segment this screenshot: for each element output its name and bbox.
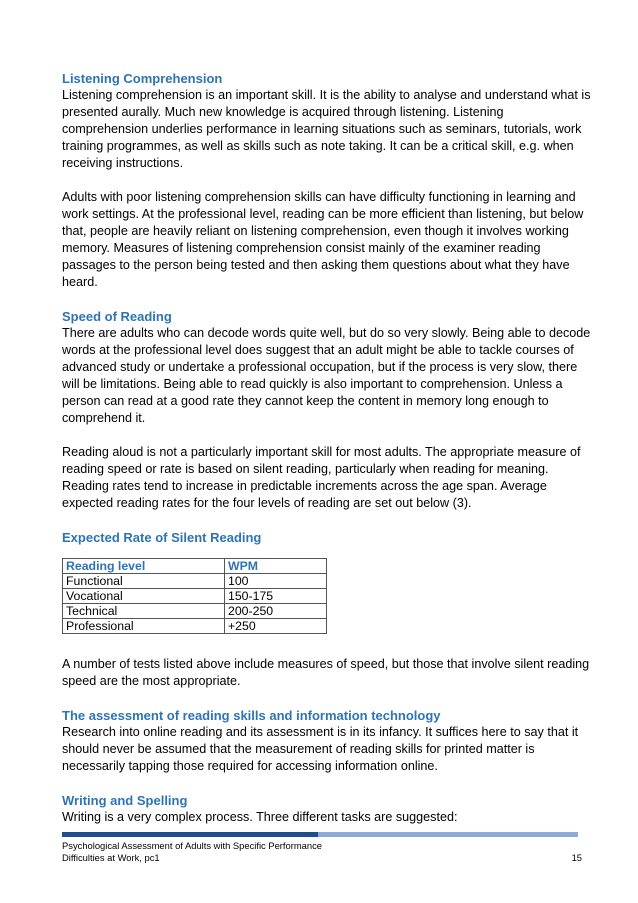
table-row xyxy=(63,604,327,619)
table-header-cell: WPM xyxy=(225,559,327,574)
section-expected-rate xyxy=(62,529,592,690)
section-writing-spelling xyxy=(62,792,592,826)
paragraph-writing-1: Writing is a very complex process. Three different tasks are suggested: xyxy=(62,810,458,824)
table-row xyxy=(63,619,327,634)
table-cell: +250 xyxy=(225,619,327,634)
heading-speed-of-reading: Speed of Reading xyxy=(62,309,172,324)
table-cell: Technical xyxy=(63,604,225,619)
page-number: 15 xyxy=(571,852,582,863)
section-speed-of-reading xyxy=(62,308,592,512)
heading-assessment-it: The assessment of reading skills and information technology xyxy=(62,708,441,723)
table-cell: 150-175 xyxy=(225,589,327,604)
heading-listening-comprehension: Listening Comprehension xyxy=(62,71,223,86)
footer-bar-light xyxy=(318,832,578,837)
heading-writing-spelling: Writing and Spelling xyxy=(62,793,188,808)
footer-line-1: Psychological Assessment of Adults with Specific Performance xyxy=(62,840,323,851)
footer-bar-dark xyxy=(62,832,318,837)
paragraph-expected-1: A number of tests listed above include measures of speed, but those that involve silent reading speed are the most appropriate. xyxy=(62,657,590,688)
table-cell: Vocational xyxy=(63,589,225,604)
paragraph-speed-1: There are adults who can decode words quite well, but do so very slowly. Being able to decode words at the professional level does suggest that an adult might be able to tackle courses of advanced study or undertake a professional occupation, but if the process is very slow, there will be limitations. Being able to read quickly is also important to comprehension. Unless a person can read at a good rate they cannot keep the content in memory long enough to comprehend it. xyxy=(62,326,591,425)
heading-expected-rate: Expected Rate of Silent Reading xyxy=(62,530,262,545)
table-header-row xyxy=(63,559,327,574)
document-body xyxy=(62,70,592,826)
footer-title xyxy=(62,840,322,864)
table-cell: 100 xyxy=(225,574,327,589)
footer-divider xyxy=(62,832,578,837)
section-assessment-it xyxy=(62,707,592,775)
table-cell: 200-250 xyxy=(225,604,327,619)
table-cell: Professional xyxy=(63,619,225,634)
paragraph-listening-1: Listening comprehension is an important skill. It is the ability to analyse and understand what is presented aurally. Much new knowledge is acquired through listening. Listening comprehension underlies performance in learning situations such as seminars, tutorials, work training programmes, as well as skills such as note taking. It can be a critical skill, e.g. when receiving instructions. xyxy=(62,88,591,170)
paragraph-speed-2: Reading aloud is not a particularly important skill for most adults. The appropriate measure of reading speed or rate is based on silent reading, particularly when reading for meaning. Reading rates tend to increase in predictable increments across the age span. Average expected reading rates for the four levels of reading are set out below (3). xyxy=(62,445,581,510)
footer-line-2: Difficulties at Work, pc1 xyxy=(62,852,160,863)
section-listening-comprehension xyxy=(62,70,592,291)
reading-rate-table xyxy=(62,558,327,634)
table-header-cell: Reading level xyxy=(63,559,225,574)
table-cell: Functional xyxy=(63,574,225,589)
paragraph-listening-2: Adults with poor listening comprehension skills can have difficulty functioning in learning and work settings. At the professional level, reading can be more efficient than listening, but below that, people are heavily reliant on listening comprehension, even though it involves working memory. Measures of listening comprehension consist mainly of the examiner reading passages to the person being tested and then asking them questions about what they have heard. xyxy=(62,190,584,289)
paragraph-assessment-1: Research into online reading and its assessment is in its infancy. It suffices here to say that it should never be assumed that the measurement of reading skills for printed matter is necessarily tapping those required for accessing information online. xyxy=(62,725,579,773)
table-row xyxy=(63,574,327,589)
table-row xyxy=(63,589,327,604)
